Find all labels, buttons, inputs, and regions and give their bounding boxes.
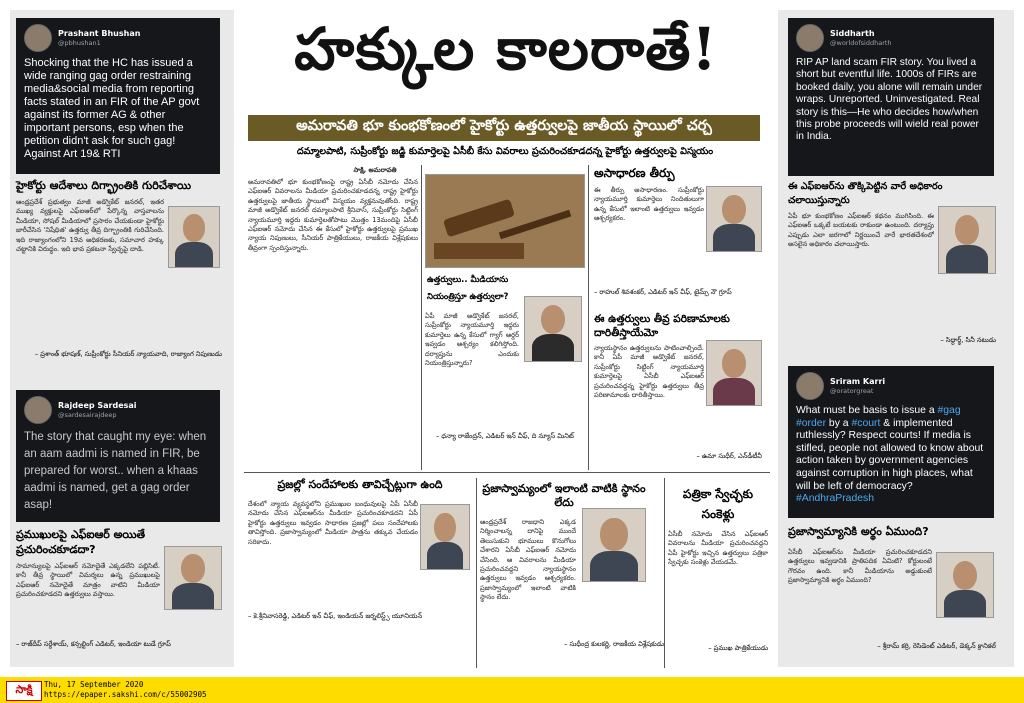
avatar <box>24 24 52 52</box>
left-paragraph-1: ఆంధ్రప్రదేశ్ ప్రభుత్వం మాజీ అడ్వొకేట్ జనరల్, ఇతర ముఖ్య వ్యక్తులపై ఎఫ్ఐఆర్‌లో పేర్కొన్న వాస్తవాలను మీడియా, సోషల్ మీడియాలో ప్రసారం చేయకుండా హైకోర్టు జారీచేసిన 'నిషేధిత' ఉత్తర్వు తీవ్ర దిగ్భ్రాంతికి గురిచేసింది. ఇది రాజ్యాంగంలోని 19వ అధికరణకు, సమాచార హక్కు చట్టానికి విరుద్ధం. ఇది భావ ప్రకటనా స్వేచ్ఛపై దాడి. <box>16 198 164 254</box>
tweet-siddharth <box>788 18 994 176</box>
avatar <box>24 396 52 424</box>
tweet-text: RIP AP land scam FIR story. You lived a short but eventful life. 1000s of FIRs are booked daily, you alone will remain under wraps. Unreported. Uninvestigated. Real story is this—He who decides how/when this probe proceeds will wield real power in India. <box>796 57 983 143</box>
hashtag-link[interactable]: #court <box>851 417 881 429</box>
left-paragraph-2: సామాన్యులపై ఎఫ్ఐఆర్ నమోదైతే ఎక్కడలేని పబ్లిసిటీ. కానీ తీవ్ర స్థాయిలో విమర్శలు ఉన్న ప్రముఖులపై ఎఫ్ఐఆర్ నమోదైతే మాత్రం వాటిని మీడియా ప్రచురించకూడదని ఉత్తర్వులు వస్తాయి. <box>16 562 160 599</box>
photo-dhanya-rajendran <box>524 296 582 362</box>
right-heading-2: ప్రజాస్వామ్యానికి అర్థం ఏముంది? <box>788 525 929 538</box>
right-heading-1: ఈ ఎఫ్ఐఆర్‌ను తొక్కిపెట్టిన వారే అధికారం చలాయిస్తున్నారు <box>788 181 943 206</box>
right-center-paragraph-1: ఈ తీర్పు అసాధారణం. సుప్రీంకోర్టు న్యాయమూర్తి కుమార్తెలు నిందితులుగా ఉన్న కేసులో ఇలాంటి ఉత్తర్వులు ఇవ్వడం ఆశ్చర్యకరం. <box>594 186 704 223</box>
center-mid-paragraph: ఏపీ మాజీ అడ్వొకేట్ జనరల్, సుప్రీంకోర్టు న్యాయమూర్తి ఇద్దరు కుమార్తెలు ఉన్న కేసులో గ్యాగ్ ఆర్డర్ ఇవ్వడం ఆశ్చర్యం కలిగిస్తోంది. దర్యాప్తును ఎందుకు నియంత్రిస్తున్నారు? <box>425 312 519 368</box>
tweet-sriram-karri <box>788 366 994 518</box>
right-attribution-1: – సిద్ధార్థ్, సినీ నటుడు <box>940 336 996 344</box>
left-attribution-2: – రాజ్‌దీప్ సర్దేశాయ్, కన్సల్టింగ్ ఎడిటర్, ఇండియా టుడే గ్రూప్ <box>16 640 171 648</box>
bottom-attribution-1: – కె.శ్రీనివాసరెడ్డి, ఎడిటర్ ఇన్ చీఫ్, ఇండియన్ జర్నలిస్ట్స్ యూనియన్ <box>248 612 423 620</box>
right-paragraph-1: ఏపీ భూ కుంభకోణం ఎఫ్ఐఆర్ కథనం ముగిసింది. ఈ ఎఫ్ఐఆర్ ఒక్కటే బయటకు రాకుండా ఉంటుంది. దర్యాప్తు ఎప్పుడు ఎలా జరగాలో నిర్ణయించే వారే భారతదేశంలో అసలైన అధికారం చలాయిస్తారు. <box>788 212 934 249</box>
tweet-author: Sriram Karri <box>830 376 886 386</box>
gavel-image <box>425 174 585 268</box>
left-attribution-1: – ప్రశాంత్ భూషణ్, సుప్రీంకోర్టు సీనియర్ న్యాయవాది, రాజ్యాంగ నిపుణుడు <box>34 350 222 358</box>
tweet-text: Shocking that the HC has issued a wide ranging gag order restraining media&social media from reporting facts stated in an FIR of the AP govt against its former AG & other important persons, esp when the petition didn't ask for such gag! Against Art 19& RTI <box>24 57 200 160</box>
right-center-attribution-2: – ఉమా సుధీర్, ఎన్‌డీటీవీ <box>696 452 762 460</box>
right-paragraph-2: ఏసీబీ ఎఫ్ఐఆర్‌ను మీడియా ప్రచురించకూడదని ఉత్తర్వులు ఇవ్వడానికి ప్రాతిపదిక ఏమిటి? కోర్టులంటే గౌరవం ఉంది. కానీ మీడియాను అడ్డుకుంటే ప్రజాస్వామ్యానికి అర్థం ఏముంది? <box>788 548 932 585</box>
bottom-paragraph-1: దేశంలో న్యాయ వ్యవస్థలోని ప్రముఖుల బంధువులపై ఏపీ ఏసీబీ నమోదు చేసిన ఎఫ్ఐఆర్‌ను మీడియా ప్రచురించకూడదని ఏపీ హైకోర్టు ఉత్తర్వులు ఇవ్వడం సాధారణ ప్రజల్లో పలు సందేహాలకు తావిస్తోంది. ప్రజాస్వామ్యంలో మీడియా పాత్రను తక్కువ చేయడం సరికాదు. <box>248 500 418 546</box>
tweet-author: Siddharth <box>830 28 875 38</box>
hashtag-link[interactable]: #gag <box>937 405 961 416</box>
tweet-handle: @sardesairajdeep <box>58 410 117 419</box>
center-mid-attribution: – ధన్యా రాజేంద్రన్, ఎడిటర్ ఇన్ చీఫ్, ది న్యూస్ మినిట్ <box>436 432 574 440</box>
right-center-heading-1: అసాధారణ తీర్పు <box>594 166 675 180</box>
photo-k-srinivas-reddy <box>420 504 470 570</box>
avatar <box>796 372 824 400</box>
column-divider <box>664 478 665 668</box>
bottom-attribution-3: – ప్రముఖ పాత్రికేయుడు <box>708 644 768 652</box>
left-heading-1: హైకోర్టు ఆదేశాలు దిగ్భ్రాంతికి గురిచేశాయి <box>16 179 191 192</box>
bottom-paragraph-3: ఏసీబీ నమోదు చేసిన ఎఫ్ఐఆర్ వివరాలను మీడియా ప్రచురించవద్దని ఏపీ హైకోర్టు ఇచ్చిన ఉత్తర్వులు పత్రికా స్వేచ్ఛకు సంకెళ్లు వేయడమే. <box>668 530 768 567</box>
main-headline-banner: అమరావతి భూ కుంభకోణంలో హైకోర్టు ఉత్తర్వులపై జాతీయ స్థాయిలో చర్చ <box>248 115 760 141</box>
tweet-handle: @worldofsiddharth <box>830 38 892 47</box>
tweet-prashant-bhushan <box>16 18 220 174</box>
footer-date: Thu, 17 September 2020 <box>44 680 144 689</box>
bottom-paragraph-2: ఆంధ్రప్రదేశ్ రాజధాని ఎక్కడ నిర్మించాలన్న దానిపై ముందే తెలుసుకుని భూములు కొనుగోలు చేశారని ఏసీబీ ఎఫ్ఐఆర్ నమోదు చేసింది. ఆ వివరాలను మీడియా ప్రచురించవద్దని న్యాయస్థానం ఉత్తర్వులు ఇవ్వడం ఆశ్చర్యకరం. ప్రజాస్వామ్యంలో ఇలాంటి వాటికి స్థానం లేదు. <box>480 518 576 602</box>
right-center-attribution-1: – రాహుల్ శివశంకర్, ఎడిటర్ ఇన్ చీఫ్, టైమ్స్ నౌ గ్రూప్ <box>594 288 732 296</box>
avatar <box>796 24 824 52</box>
tweet-text: What must be basis to issue a #gag #order by a #court & implemented ruthlessly? Respect courts! If media is stifled, people not allowed to know about action taken by government agencies against corruption in high places, what will be left of democracy? #AndhraPradesh <box>796 405 984 505</box>
photo-siddharth <box>938 206 996 274</box>
photo-rajdeep-sardesai <box>164 546 222 610</box>
sakshi-logo: సాక్షి <box>6 681 42 701</box>
bottom-heading-2: ప్రజాస్వామ్యంలో ఇలాంటి వాటికి స్థానం లేదు <box>482 482 646 509</box>
bottom-heading-1: ప్రజల్లో సందేహాలకు తావిచ్చేట్లుగా ఉంది <box>277 478 443 491</box>
tweet-rajdeep-sardesai <box>16 390 220 522</box>
tweet-author: Prashant Bhushan <box>58 28 141 38</box>
center-main-paragraph: అమరావతిలో భూ కుంభకోణంపై రాష్ట్ర ఏసీబీ నమోదు చేసిన ఎఫ్ఐఆర్ వివరాలను మీడియా ప్రచురించకూడదన్న రాష్ట్ర హైకోర్టు ఉత్తర్వులపై జాతీయ స్థాయిలో విస్మయం వ్యక్తమవుతోంది. రాష్ట్ర మాజీ అడ్వొకేట్ జనరల్ దమ్మాలపాటి శ్రీనివాస్, సుప్రీంకోర్టు సిట్టింగ్ న్యాయమూర్తి ఇద్దరు కుమార్తెలతోపాటు మొత్తం 13మందిపై ఏసీబీ ఎఫ్ఐఆర్ నమోదు చేసిన ఈ కేసులో హైకోర్టు ఉత్తర్వులపై ప్రముఖ న్యాయ నిపుణులు, సీనియర్ పాత్రికేయులు, రాజకీయ విశ్లేషకులు తీవ్రంగా స్పందిస్తున్నారు. <box>248 178 418 252</box>
hashtag-link[interactable]: #AndhraPradesh <box>796 493 874 505</box>
page-title: హక్కుల కాలరాతే! <box>294 14 718 83</box>
photo-sriram-karri <box>936 552 994 618</box>
photo-sudheendra-kulkarni <box>582 508 646 582</box>
sub-headline: దమ్మాలపాటి, సుప్రీంకోర్టు జడ్జి కుమార్తెలపై ఏసీబీ కేసు వివరాలు ప్రచురించకూడదన్న హైకోర్టు ఉత్తర్వులపై విస్మయం <box>296 146 714 157</box>
bottom-attribution-2: – సుధీంద్ర కులకర్ణి, రాజకీయ విశ్లేషకుడు <box>564 640 664 648</box>
column-divider <box>421 165 422 470</box>
tweet-handle: @oratorgreat <box>830 386 874 395</box>
tweet-handle: @pbhushan1 <box>58 38 101 47</box>
image-caption: ఉత్తర్వులు.. మీడియాను నియంత్రిస్తూ ఉత్తర్వులా? <box>427 275 509 302</box>
footer-url-link[interactable]: https://epaper.sakshi.com/c/55002905 <box>44 690 207 699</box>
photo-prashant-bhushan <box>168 206 220 268</box>
left-heading-2: ప్రముఖులపై ఎఫ్ఐఆర్ అయితే ప్రచురించకూడదా? <box>16 528 146 556</box>
section-divider <box>244 472 770 473</box>
bottom-heading-3: పత్రికా స్వేచ్ఛకు సంకెళ్లు <box>682 487 754 521</box>
right-attribution-2: – శ్రీరామ్ కర్రి, రెసిడెంట్ ఎడిటర్, డెక్కన్ క్రానికల్ <box>877 642 996 650</box>
photo-rahul-shivshankar <box>706 186 762 252</box>
hashtag-link[interactable]: #order <box>796 417 827 429</box>
dateline: సాక్షి, అమరావతి <box>353 166 397 174</box>
column-divider <box>588 165 589 470</box>
photo-uma-sudhir <box>706 340 762 406</box>
right-center-paragraph-2: న్యాయస్థానం ఉత్తర్వులను పాటించాల్సిందే. కానీ ఏపీ మాజీ అడ్వొకేట్ జనరల్, సుప్రీంకోర్టు సిట్టింగ్ న్యాయమూర్తి కుమార్తెలపై ఏసీబీ ఎఫ్ఐఆర్ ప్రచురించవద్దన్న హైకోర్టు ఉత్తర్వులు తీవ్ర పరిణామాలకు దారితీస్తాయి. <box>594 344 704 400</box>
tweet-text: The story that caught my eye: when an aam aadmi is named in FIR, be prepared for worst.. when a khaas aadmi is named, get a gag order asap! <box>24 431 207 511</box>
tweet-author: Rajdeep Sardesai <box>58 400 137 410</box>
column-divider <box>476 478 477 668</box>
right-center-heading-2: ఈ ఉత్తర్వులు తీవ్ర పరిణామాలకు దారితీస్తాయేమో <box>594 313 730 339</box>
